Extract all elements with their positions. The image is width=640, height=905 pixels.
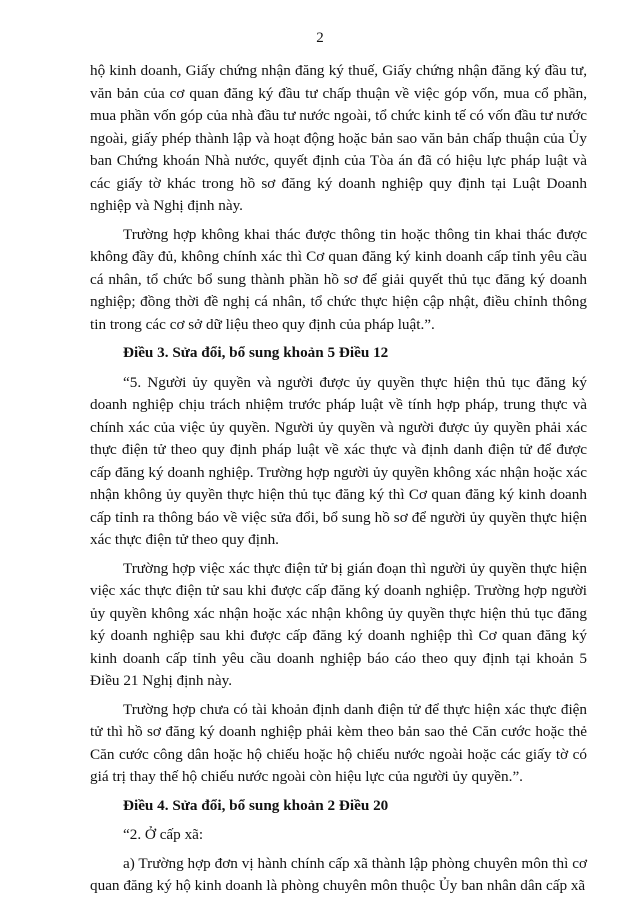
document-body [90, 60, 587, 904]
article-4-heading: Điều 4. Sửa đổi, bổ sung khoản 2 Điều 20 [123, 796, 389, 814]
paragraph-commune-item-a: a) Trường hợp đơn vị hành chính cấp xã thành lập phòng chuyên môn thì cơ quan đăng ký hộ kinh doanh là phòng chuyên môn thuộc Ủy ban nhân dân cấp xã [90, 854, 587, 894]
paragraph-no-eid-account: Trường hợp chưa có tài khoản định danh điện tử để thực hiện xác thực điện tử thì hồ sơ đăng ký doanh nghiệp phải kèm theo bản sao thẻ Căn cước hoặc thẻ Căn cước công dân hoặc hộ chiếu hoặc hộ chiếu nước ngoài hoặc các giấy tờ có giá trị thay thế hộ chiếu nước ngoài còn hiệu lực của người ủy quyền.”. [90, 700, 587, 785]
paragraph-authentication-interrupted: Trường hợp việc xác thực điện tử bị gián đoạn thì người ủy quyền thực hiện việc xác thực điện tử sau khi được cấp đăng ký doanh nghiệp. Trường hợp người ủy quyền không xác nhận hoặc xác nhận không ủy quyền thực hiện thủ tục đăng ký doanh nghiệp sau khi được cấp đăng ký doanh nghiệp thì Cơ quan đăng ký kinh doanh cấp tỉnh yêu cầu doanh nghiệp báo cáo theo quy định tại khoản 5 Điều 21 Nghị định này. [90, 559, 587, 689]
paragraph-continued: hộ kinh doanh, Giấy chứng nhận đăng ký thuế, Giấy chứng nhận đăng ký đầu tư, văn bản của cơ quan đăng ký đầu tư chấp thuận về việc góp vốn, mua cổ phần, mua phần vốn góp của nhà đầu tư nước ngoài, tổ chức kinh tế có vốn đầu tư nước ngoài, giấy phép thành lập và hoạt động hoặc bản sao văn bản chấp thuận của Ủy ban Chứng khoán Nhà nước, quyết định của Tòa án đã có hiệu lực pháp luật và các giấy tờ khác trong hồ sơ đăng ký doanh nghiệp quy định tại Luật Doanh nghiệp và Nghị định này. [90, 62, 587, 214]
page-number: 2 [316, 30, 324, 46]
paragraph-info-incomplete: Trường hợp không khai thác được thông tin hoặc thông tin khai thác được không đầy đủ, không chính xác thì Cơ quan đăng ký kinh doanh cấp tỉnh yêu cầu cá nhân, tổ chức bổ sung thành phần hồ sơ để giải quyết thủ tục đăng ký doanh nghiệp; đồng thời đề nghị cá nhân, tổ chức thực hiện cập nhật, điều chỉnh thông tin trong các cơ sở dữ liệu theo quy định của pháp luật.”. [90, 225, 587, 333]
paragraph-commune-level: “2. Ở cấp xã: [123, 826, 204, 843]
article-3-heading: Điều 3. Sửa đổi, bổ sung khoản 5 Điều 12 [123, 344, 389, 361]
paragraph-authorization: “5. Người ủy quyền và người được ủy quyền thực hiện thủ tục đăng ký doanh nghiệp chịu trách nhiệm trước pháp luật về tính hợp pháp, trung thực và chính xác của việc ủy quyền. Người ủy quyền và người được ủy quyền phải xác thực điện tử theo quy định pháp luật về xác thực và định danh điện tử để được cấp đăng ký doanh nghiệp. Trường hợp người ủy quyền không xác nhận hoặc xác nhận không ủy quyền thực hiện thủ tục đăng ký thì Cơ quan đăng ký kinh doanh cấp tỉnh ra thông báo về việc sửa đổi, bổ sung hồ sơ để người ủy quyền thực hiện xác thực điện tử theo quy định. [90, 373, 587, 548]
